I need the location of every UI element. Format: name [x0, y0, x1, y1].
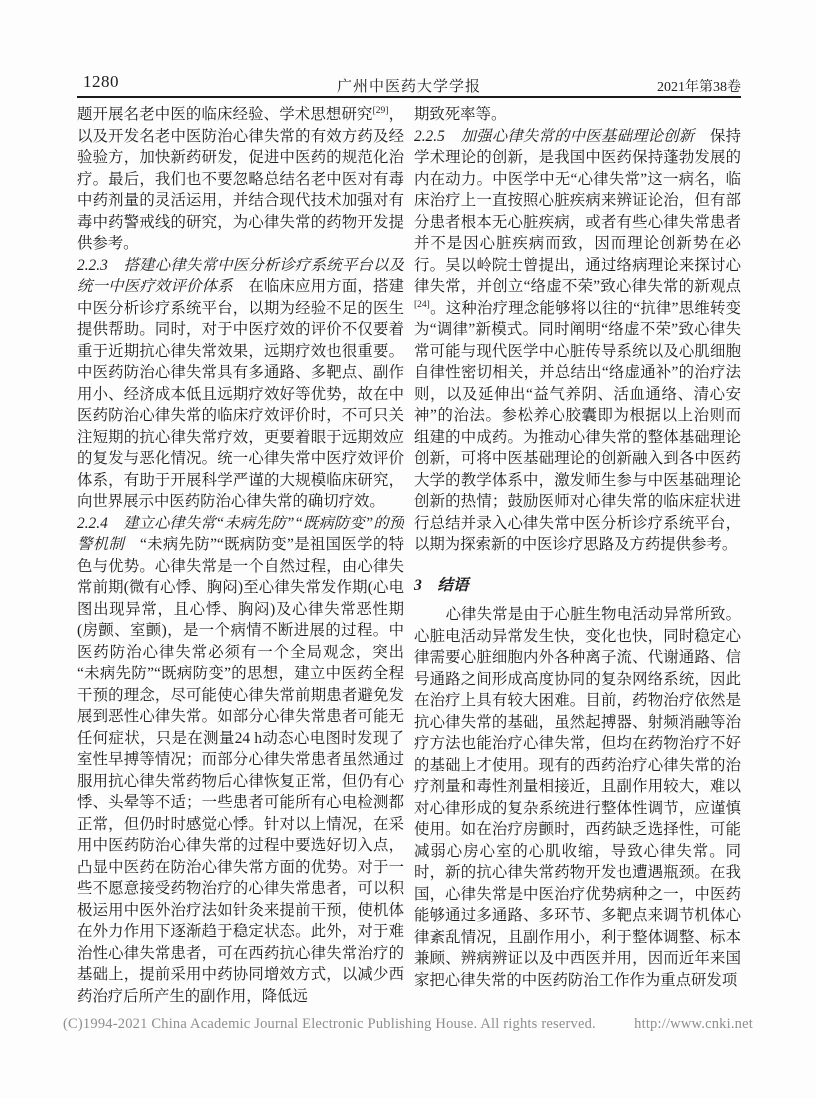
text-segment: 期致死率等。 — [414, 106, 507, 123]
paragraph-continuation-mortality — [414, 104, 741, 126]
left-column — [77, 104, 404, 1012]
header-rule-divider — [77, 96, 741, 98]
journal-title: 广州中医药大学学报 — [336, 79, 481, 95]
page-footer — [63, 1016, 753, 1033]
text-segment: 题开展名老中医的临床经验、学术思想研究 — [77, 106, 373, 123]
section-3-conclusion-heading — [414, 575, 741, 597]
section-2-2-4-early-warning-mechanism — [77, 513, 404, 1008]
text-segment: 2.2.5 加强心律失常的中医基础理论创新 — [414, 127, 695, 145]
section-2-2-3-platform-and-efficacy-evaluation — [77, 255, 404, 513]
citation-superscript: [29] — [372, 105, 389, 116]
right-column — [414, 104, 741, 1012]
text-segment: 。这种治疗理念能够将以往的“抗律”思维转变为“调律”新模式。同时阐明“络虚不荣”致心律失常可能与现代医学中心脏传导系统以及心肌细胞自律性密切相关，并总结出“络虚通补”的治疗法则，以及延伸出“益气养阴、活血通络、清心安神”的治法。参松养心胶囊即为根据以上治则而组建的中成药。为推动心律失常的整体基础理论创新，可将中医基础理论的创新融入到各中医药大学的教学体系中，激发师生参与中医基础理论创新的热情；鼓励医师对心律失常的临床症状进行总结并录入心律失常中医分析诊疗系统平台，以期为探索新的中医诊疗思路及方药提供参考。 — [414, 299, 741, 553]
text-segment: ，以及开发名老中医防治心律失常的有效方药及经验验方，加快新药研发，促进中医药的规范化治疗。最后，我们也不要忽略总结名老中医对有毒中药剂量的灵活运用，并结合现代技术加强对有毒中药警戒线的研究，为心律失常的药物开发提供参考。 — [77, 106, 404, 252]
section-2-2-5-basic-theory-innovation — [414, 126, 741, 556]
text-segment: 心律失常是由于心脏生物电活动异常所致。心脏电活动异常发生快，变化也快，同时稳定心律需要心脏细胞内外各种离子流、代谢通路、信号通路之间形成高度协同的复杂网络系统，因此在治疗上具有较大困难。目前，药物治疗依然是抗心律失常的基础，虽然起搏器、射频消融等治疗方法也能治疗心律失常，但均在药物治疗不好的基础上才使用。现有的西药治疗心律失常的治疗剂量和毒性剂量相接近，且副作用较大，难以对心律形成的复杂系统进行整体性调节，应谨慎使用。如在治疗房颤时，西药缺乏选择性，可能减弱心房心室的心肌收缩，导致心律失常。同时，新的抗心律失常药物开发也遭遇瓶颈。在我国，心律失常是中医治疗优势病种之一，中医药能够通过多通路、多环节、多靶点来调节机体心律紊乱情况，且副作用小，利于整体调整、标本兼顾、辨病辨证以及中西医并用，因而近年来国家把心律失常的中医药防治工作作为重点研发项 — [414, 606, 741, 989]
text-segment: “未病先防”“既病防变”是祖国医学的特色与优势。心律失常是一个自然过程，由心律失常前期(微有心悸、胸闷)至心律失常发作期(心电图出现异常，且心悸、胸闷)及心律失常恶性期(房颤、室颤)，是一个病情不断进展的过程。中医药防治心律失常必须有一个全局观念，突出“未病先防”“既病防变”的思想，建立中医药全程干预的理念，尽可能使心律失常前期患者避免发展到恶性心律失常。如部分心律失常患者可能无任何症状，只是在测量24 h动态心电图时发现了室性早搏等情况；而部分心律失常患者虽然通过服用抗心律失常药物后心律恢复正常，但仍有心悸、头晕等不适；一些患者可能所有心电检测都正常，但仍时时感觉心悸。针对以上情况，在采用中医药防治心律失常的过程中要选好切入点，凸显中医药在防治心律失常方面的优势。对于一些不愿意接受药物治疗的心律失常患者，可以积极运用中医外治疗法如针灸来提前干预，使机体在外力作用下逐渐趋于稳定状态。此外，对于难治性心律失常患者，可在西药抗心律失常治疗的基础上，提前采用中药协同增效方式，以减少西药治疗后所产生的副作用，降低远 — [77, 536, 404, 1005]
text-segment: 2.2.3 搭建心律失常中医分析诊疗系统平台以及统一中医疗效评价体系 — [77, 256, 404, 295]
issue-info: 2021年第38卷 — [657, 80, 741, 95]
text-segment: 2.2.4 建立心律失常“未病先防”“既病防变”的预警机制 — [77, 514, 404, 553]
text-segment: 在临床应用方面，搭建中医分析诊疗系统平台，以期为经验不足的医生提供帮助。同时，对于中医疗效的评价不仅要着重于近期抗心律失常效果，远期疗效也很重要。中医药防治心律失常具有多通路、多靶点、副作用小、经济成本低且远期疗效好等优势，故在中医药防治心律失常的临床疗效评价时，不可只关注短期的抗心律失常疗效，更要着眼于远期效应的复发与恶化情况。统一心律失常中医疗效评价体系，有助于开展科学严谨的大规模临床研究，向世界展示中医药防治心律失常的确切疗效。 — [77, 278, 404, 510]
text-segment: 3 结语 — [414, 576, 469, 594]
page-number: 1280 — [83, 72, 119, 91]
footer-copyright: (C)1994-2021 China Academic Journal Electronic Publishing House. All rights reserved. — [63, 1016, 596, 1032]
page-header — [77, 72, 741, 96]
paragraph-continuation-naming-veteran-tcm — [77, 104, 404, 255]
text-columns — [77, 104, 741, 1012]
footer-url: http://www.cnki.net — [634, 1016, 753, 1032]
citation-superscript: [24] — [414, 299, 430, 310]
text-segment: 保持学术理论的创新，是我国中医药保持蓬勃发展的内在动力。中医学中无“心律失常”这一病名，临床治疗上一直按照心脏疾病来辨证论治，但有部分患者根本无心脏疾病，或者有些心律失常患者并不是因心脏疾病而致，因而理论创新势在必行。吴以岭院士曾提出，通过络病理论来探讨心律失常，并创立“络虚不荣”致心律失常的新观点 — [414, 127, 741, 295]
conclusion-paragraph — [414, 604, 741, 991]
